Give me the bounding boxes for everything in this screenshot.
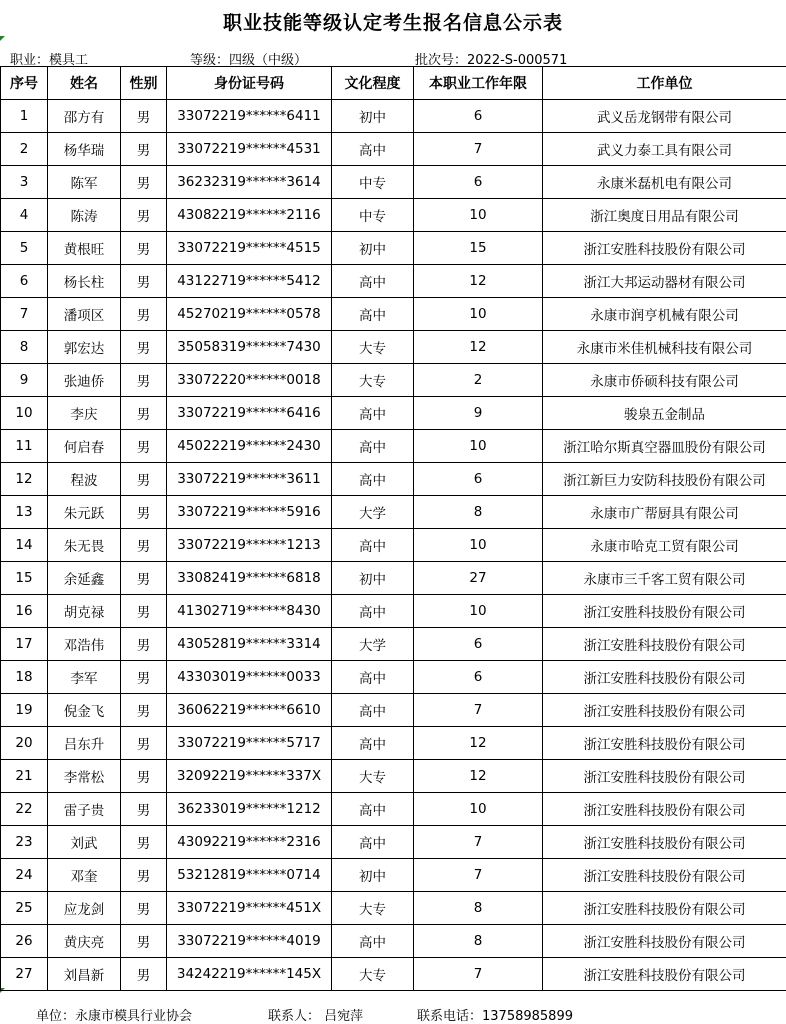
cell-education: 中专	[332, 166, 414, 199]
cell-unit: 浙江安胜科技股份有限公司	[543, 958, 786, 991]
cell-name: 胡克禄	[48, 595, 121, 628]
cell-unit: 永康市哈克工贸有限公司	[543, 529, 786, 562]
cell-education: 高中	[332, 265, 414, 298]
cell-id: 41302719******8430	[167, 595, 332, 628]
cell-id: 33072219******5916	[167, 496, 332, 529]
cell-education: 大学	[332, 496, 414, 529]
cell-name: 雷子贵	[48, 793, 121, 826]
cell-no: 21	[1, 760, 48, 793]
cell-education: 大学	[332, 628, 414, 661]
table-row	[1, 364, 786, 397]
cell-unit: 浙江安胜科技股份有限公司	[543, 595, 786, 628]
cell-education: 高中	[332, 826, 414, 859]
cell-no: 13	[1, 496, 48, 529]
cell-id: 33082419******6818	[167, 562, 332, 595]
cell-sex: 男	[121, 760, 167, 793]
batch-label: 批次号：2022-S-000571	[415, 53, 568, 68]
cell-name: 邓奎	[48, 859, 121, 892]
cell-sex: 男	[121, 232, 167, 265]
cell-education: 高中	[332, 694, 414, 727]
cell-no: 16	[1, 595, 48, 628]
cell-id: 45270219******0578	[167, 298, 332, 331]
cell-sex: 男	[121, 595, 167, 628]
cell-years: 6	[414, 166, 543, 199]
cell-no: 9	[1, 364, 48, 397]
cell-unit: 浙江安胜科技股份有限公司	[543, 793, 786, 826]
table-row	[1, 727, 786, 760]
col-header-years: 本职业工作年限	[414, 67, 543, 100]
cell-sex: 男	[121, 364, 167, 397]
cell-name: 陈涛	[48, 199, 121, 232]
cell-id: 33072219******3611	[167, 463, 332, 496]
cell-id: 33072220******0018	[167, 364, 332, 397]
cell-unit: 浙江安胜科技股份有限公司	[543, 661, 786, 694]
cell-education: 大专	[332, 958, 414, 991]
cell-name: 吕东升	[48, 727, 121, 760]
table-row	[1, 133, 786, 166]
cell-years: 12	[414, 331, 543, 364]
cell-no: 5	[1, 232, 48, 265]
cell-sex: 男	[121, 628, 167, 661]
cell-no: 20	[1, 727, 48, 760]
cell-id: 53212819******0714	[167, 859, 332, 892]
cell-id: 33072219******4019	[167, 925, 332, 958]
table-row	[1, 628, 786, 661]
cell-id: 33072219******1213	[167, 529, 332, 562]
table-row	[1, 562, 786, 595]
cell-unit: 浙江安胜科技股份有限公司	[543, 694, 786, 727]
cell-sex: 男	[121, 694, 167, 727]
cell-name: 李常松	[48, 760, 121, 793]
roster-body	[1, 100, 786, 991]
cell-no: 8	[1, 331, 48, 364]
cell-no: 19	[1, 694, 48, 727]
cell-sex: 男	[121, 133, 167, 166]
cell-years: 6	[414, 100, 543, 133]
cell-unit: 浙江安胜科技股份有限公司	[543, 826, 786, 859]
cell-education: 初中	[332, 232, 414, 265]
cell-unit: 浙江安胜科技股份有限公司	[543, 925, 786, 958]
cell-years: 8	[414, 496, 543, 529]
cell-years: 10	[414, 199, 543, 232]
cell-name: 刘昌新	[48, 958, 121, 991]
cell-no: 7	[1, 298, 48, 331]
cell-id: 43092219******2316	[167, 826, 332, 859]
cell-sex: 男	[121, 199, 167, 232]
cell-years: 27	[414, 562, 543, 595]
cell-education: 高中	[332, 595, 414, 628]
table-row	[1, 298, 786, 331]
cell-sex: 男	[121, 496, 167, 529]
cell-sex: 男	[121, 859, 167, 892]
cell-education: 高中	[332, 430, 414, 463]
cell-unit: 浙江安胜科技股份有限公司	[543, 727, 786, 760]
cell-years: 8	[414, 892, 543, 925]
table-row	[1, 430, 786, 463]
cell-unit: 永康市广帮厨具有限公司	[543, 496, 786, 529]
cell-education: 高中	[332, 397, 414, 430]
cell-sex: 男	[121, 661, 167, 694]
cell-years: 6	[414, 628, 543, 661]
cell-sex: 男	[121, 463, 167, 496]
cell-sex: 男	[121, 727, 167, 760]
cell-sex: 男	[121, 826, 167, 859]
table-row	[1, 793, 786, 826]
cell-unit: 永康市三千客工贸有限公司	[543, 562, 786, 595]
table-row	[1, 496, 786, 529]
cell-sex: 男	[121, 100, 167, 133]
col-header-name: 姓名	[48, 67, 121, 100]
cell-name: 朱无畏	[48, 529, 121, 562]
cell-education: 高中	[332, 793, 414, 826]
cell-years: 10	[414, 430, 543, 463]
table-row	[1, 958, 786, 991]
cell-years: 12	[414, 760, 543, 793]
cell-no: 15	[1, 562, 48, 595]
cell-no: 17	[1, 628, 48, 661]
cell-unit: 浙江安胜科技股份有限公司	[543, 760, 786, 793]
cell-sex: 男	[121, 430, 167, 463]
cell-years: 7	[414, 694, 543, 727]
col-header-sex: 性别	[121, 67, 167, 100]
cell-sex: 男	[121, 793, 167, 826]
cell-education: 高中	[332, 298, 414, 331]
cell-years: 15	[414, 232, 543, 265]
cell-unit: 永康米磊机电有限公司	[543, 166, 786, 199]
cell-no: 10	[1, 397, 48, 430]
table-row	[1, 463, 786, 496]
footer-phone: 联系电话：13758985899	[417, 1009, 573, 1024]
cell-name: 杨华瑞	[48, 133, 121, 166]
table-row	[1, 595, 786, 628]
cell-name: 黄根旺	[48, 232, 121, 265]
cell-unit: 永康市侨硕科技有限公司	[543, 364, 786, 397]
table-row	[1, 232, 786, 265]
cell-no: 14	[1, 529, 48, 562]
cell-name: 倪金飞	[48, 694, 121, 727]
corner-mark-top	[0, 36, 5, 41]
cell-id: 33072219******5717	[167, 727, 332, 760]
cell-id: 43303019******0033	[167, 661, 332, 694]
cell-education: 高中	[332, 661, 414, 694]
cell-id: 33072219******6411	[167, 100, 332, 133]
cell-education: 初中	[332, 562, 414, 595]
cell-education: 高中	[332, 463, 414, 496]
cell-name: 邵方有	[48, 100, 121, 133]
cell-years: 10	[414, 595, 543, 628]
cell-unit: 浙江安胜科技股份有限公司	[543, 892, 786, 925]
table-row	[1, 100, 786, 133]
cell-id: 33072219******4531	[167, 133, 332, 166]
cell-years: 10	[414, 298, 543, 331]
cell-years: 7	[414, 958, 543, 991]
cell-name: 程波	[48, 463, 121, 496]
cell-years: 7	[414, 859, 543, 892]
cell-years: 2	[414, 364, 543, 397]
cell-education: 高中	[332, 727, 414, 760]
cell-name: 余延鑫	[48, 562, 121, 595]
cell-years: 9	[414, 397, 543, 430]
cell-years: 12	[414, 727, 543, 760]
cell-no: 11	[1, 430, 48, 463]
cell-id: 35058319******7430	[167, 331, 332, 364]
cell-unit: 浙江安胜科技股份有限公司	[543, 859, 786, 892]
table-row	[1, 760, 786, 793]
cell-id: 36233019******1212	[167, 793, 332, 826]
cell-sex: 男	[121, 562, 167, 595]
cell-sex: 男	[121, 925, 167, 958]
cell-sex: 男	[121, 892, 167, 925]
cell-years: 6	[414, 661, 543, 694]
cell-name: 李军	[48, 661, 121, 694]
cell-unit: 武义岳龙钢带有限公司	[543, 100, 786, 133]
col-header-id: 身份证号码	[167, 67, 332, 100]
cell-education: 初中	[332, 100, 414, 133]
cell-years: 6	[414, 463, 543, 496]
cell-no: 27	[1, 958, 48, 991]
cell-id: 45022219******2430	[167, 430, 332, 463]
cell-education: 高中	[332, 529, 414, 562]
cell-education: 大专	[332, 331, 414, 364]
cell-name: 潘项区	[48, 298, 121, 331]
cell-name: 杨长柱	[48, 265, 121, 298]
cell-name: 何启春	[48, 430, 121, 463]
table-row	[1, 661, 786, 694]
cell-name: 张迪侨	[48, 364, 121, 397]
cell-no: 22	[1, 793, 48, 826]
cell-name: 黄庆亮	[48, 925, 121, 958]
cell-years: 7	[414, 826, 543, 859]
cell-no: 18	[1, 661, 48, 694]
cell-name: 李庆	[48, 397, 121, 430]
cell-education: 中专	[332, 199, 414, 232]
occupation-label: 职业：模具工	[10, 53, 89, 68]
cell-education: 大专	[332, 364, 414, 397]
cell-unit: 浙江哈尔斯真空器皿股份有限公司	[543, 430, 786, 463]
cell-id: 33072219******4515	[167, 232, 332, 265]
cell-education: 高中	[332, 925, 414, 958]
table-row	[1, 925, 786, 958]
table-row	[1, 529, 786, 562]
cell-unit: 浙江奥度日用品有限公司	[543, 199, 786, 232]
cell-no: 2	[1, 133, 48, 166]
cell-name: 邓浩伟	[48, 628, 121, 661]
cell-unit: 浙江新巨力安防科技股份有限公司	[543, 463, 786, 496]
cell-no: 24	[1, 859, 48, 892]
cell-name: 朱元跃	[48, 496, 121, 529]
cell-years: 8	[414, 925, 543, 958]
cell-no: 25	[1, 892, 48, 925]
table-row	[1, 694, 786, 727]
col-header-education: 文化程度	[332, 67, 414, 100]
cell-unit: 浙江安胜科技股份有限公司	[543, 232, 786, 265]
cell-years: 7	[414, 133, 543, 166]
col-header-no: 序号	[1, 67, 48, 100]
table-row	[1, 892, 786, 925]
cell-no: 6	[1, 265, 48, 298]
cell-no: 23	[1, 826, 48, 859]
table-row	[1, 166, 786, 199]
cell-name: 刘武	[48, 826, 121, 859]
level-label: 等级：四级（中级）	[190, 53, 308, 68]
table-row	[1, 199, 786, 232]
cell-id: 34242219******145X	[167, 958, 332, 991]
cell-id: 43122719******5412	[167, 265, 332, 298]
cell-years: 10	[414, 793, 543, 826]
roster-table	[0, 66, 786, 991]
table-row	[1, 265, 786, 298]
cell-no: 12	[1, 463, 48, 496]
cell-sex: 男	[121, 529, 167, 562]
cell-id: 36232319******3614	[167, 166, 332, 199]
cell-no: 4	[1, 199, 48, 232]
cell-id: 33072219******451X	[167, 892, 332, 925]
cell-unit: 武义力泰工具有限公司	[543, 133, 786, 166]
cell-sex: 男	[121, 397, 167, 430]
cell-id: 43052819******3314	[167, 628, 332, 661]
cell-education: 高中	[332, 133, 414, 166]
cell-years: 12	[414, 265, 543, 298]
cell-unit: 永康市米佳机械科技有限公司	[543, 331, 786, 364]
cell-id: 33072219******6416	[167, 397, 332, 430]
cell-education: 大专	[332, 892, 414, 925]
table-row	[1, 826, 786, 859]
cell-education: 初中	[332, 859, 414, 892]
cell-sex: 男	[121, 958, 167, 991]
table-row	[1, 859, 786, 892]
cell-name: 郭宏达	[48, 331, 121, 364]
cell-id: 43082219******2116	[167, 199, 332, 232]
cell-id: 32092219******337X	[167, 760, 332, 793]
col-header-unit: 工作单位	[543, 67, 786, 100]
table-row	[1, 331, 786, 364]
cell-no: 26	[1, 925, 48, 958]
cell-unit: 骏泉五金制品	[543, 397, 786, 430]
cell-unit: 永康市润亨机械有限公司	[543, 298, 786, 331]
cell-sex: 男	[121, 265, 167, 298]
cell-no: 1	[1, 100, 48, 133]
header-row	[1, 67, 786, 100]
cell-unit: 浙江大邦运动器材有限公司	[543, 265, 786, 298]
cell-years: 10	[414, 529, 543, 562]
cell-sex: 男	[121, 298, 167, 331]
cell-education: 大专	[332, 760, 414, 793]
cell-id: 36062219******6610	[167, 694, 332, 727]
cell-sex: 男	[121, 166, 167, 199]
footer-contact: 联系人： 吕宛萍	[268, 1009, 364, 1024]
cell-no: 3	[1, 166, 48, 199]
cell-name: 应龙剑	[48, 892, 121, 925]
table-row	[1, 397, 786, 430]
page-title: 职业技能等级认定考生报名信息公示表	[222, 12, 563, 34]
cell-unit: 浙江安胜科技股份有限公司	[543, 628, 786, 661]
cell-name: 陈军	[48, 166, 121, 199]
footer-org: 单位：永康市模具行业协会	[36, 1009, 193, 1024]
cell-sex: 男	[121, 331, 167, 364]
